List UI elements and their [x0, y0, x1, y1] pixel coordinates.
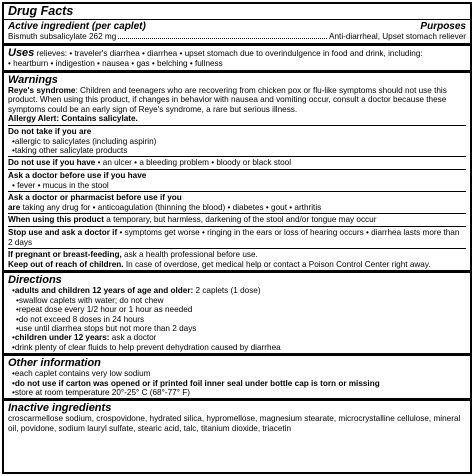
do-not-use-label: Do not use if you have	[8, 158, 96, 168]
active-ingredient-name: Bismuth subsalicylate 262 mg	[8, 32, 117, 41]
ask-pharmacist-label: are	[8, 202, 21, 212]
when-using-label: When using this product	[8, 215, 104, 225]
other-information-section	[4, 356, 470, 401]
overdose-text: In case of overdose, get medical help or contact a Poison Control Center right away.	[123, 259, 431, 269]
allergy-alert: Allergy Alert: Contains salicylate.	[8, 114, 138, 124]
leader-dots	[118, 32, 327, 39]
do-not-take-heading: Do not take if you are	[8, 126, 92, 136]
uses-symptoms: • heartburn • indigestion • nausea • gas • belching • fullness	[8, 59, 223, 68]
reyes-label: Reye's syndrome	[8, 85, 76, 95]
drug-facts-panel	[2, 2, 472, 474]
ask-doctor-text: • fever • mucus in the stool	[12, 180, 109, 190]
title-section	[4, 4, 470, 20]
inactive-ingredients-heading: Inactive ingredients	[8, 402, 112, 415]
do-not-take-item: • allergic to salicylates (including aspirin)	[12, 137, 466, 146]
ask-pharmacist-text: taking any drug for • anticoagulation (thinning the blood) • diabetes • gout • arthritis	[20, 202, 322, 212]
warnings-section	[4, 73, 470, 274]
pregnant-label: If pregnant or breast-feeding,	[8, 250, 122, 260]
pregnant-text: ask a health professional before use.	[121, 250, 258, 260]
active-ingredient-section	[4, 20, 470, 46]
warnings-heading: Warnings	[8, 73, 58, 86]
other-info-item: • do not use if carton was opened or if printed foil inner seal under bottle cap is torn or missing	[12, 379, 466, 388]
children-label: children under 12 years:	[14, 333, 110, 343]
when-using-text: a temporary, but harmless, darkening of the stool and/or tongue may occur	[103, 215, 377, 225]
inactive-ingredients-text: croscarmellose sodium, crospovidone, hydrated silica, hypromellose, magnesium stearate, microcrystalline cellulose, mineral oil, povidone, sodium lauryl sulfate, stearic acid, talc, titanium dioxide, triacetin	[8, 414, 461, 433]
other-info-item: • store at room temperature 20°-25° C (68°-77° F)	[12, 388, 466, 397]
directions-item: • swallow caplets with water; do not chew	[12, 296, 466, 305]
directions-item: • repeat dose every 1/2 hour or 1 hour as needed	[12, 305, 466, 314]
drink-fluids-item: • drink plenty of clear fluids to help prevent dehydration caused by diarrhea	[12, 343, 466, 352]
directions-item: • do not exceed 8 doses in 24 hours	[12, 315, 466, 324]
do-not-take-item: • taking other salicylate products	[12, 146, 466, 155]
directions-section	[4, 273, 470, 356]
children-text: ask a doctor	[109, 333, 157, 343]
adults-dose: 2 caplets (1 dose)	[193, 286, 261, 296]
purposes-heading: Purposes	[420, 21, 466, 32]
other-info-item: • each caplet contains very low sodium	[12, 369, 466, 378]
inactive-ingredients-section	[4, 401, 470, 434]
directions-item: • use until diarrhea stops but not more than 2 days	[12, 324, 466, 333]
other-information-heading: Other information	[8, 357, 101, 370]
keep-out-label: Keep out of reach of children.	[8, 259, 124, 269]
directions-heading: Directions	[8, 274, 62, 287]
reyes-text: : Children and teenagers who are recovering from chicken pox or flu-like symptoms should not use this product. When using this product, if changes in behavior with nausea and vomiting occur, consult a doctor because these symptoms could be an early sign of Reye's syndrome, a rare but serious illness.	[8, 85, 447, 114]
ask-doctor-heading: Ask a doctor before use if you have	[8, 170, 147, 180]
active-ingredient-heading: Active ingredient (per caplet)	[8, 21, 146, 32]
stop-use-text: • symptoms get worse • ringing in the ears or loss of hearing occurs • diarrhea lasts more than 2 days	[8, 227, 460, 247]
do-not-use-text: • an ulcer • a bleeding problem • bloody or black stool	[95, 158, 292, 168]
stop-use-label: Stop use and ask a doctor if	[8, 227, 118, 237]
active-ingredient-purpose: Anti-diarrheal, Upset stomach reliever	[329, 32, 466, 41]
drug-facts-title: Drug Facts	[8, 4, 74, 18]
uses-heading: Uses	[8, 47, 35, 59]
adults-label: adults and children 12 years of age and older:	[14, 286, 194, 296]
uses-intro: relieves: • traveler's diarrhea • diarrhea • upset stomach due to overindulgence in food and drink, including:	[34, 49, 423, 58]
ask-pharmacist-heading: Ask a doctor or pharmacist before use if you	[8, 193, 182, 203]
uses-section	[4, 46, 470, 73]
